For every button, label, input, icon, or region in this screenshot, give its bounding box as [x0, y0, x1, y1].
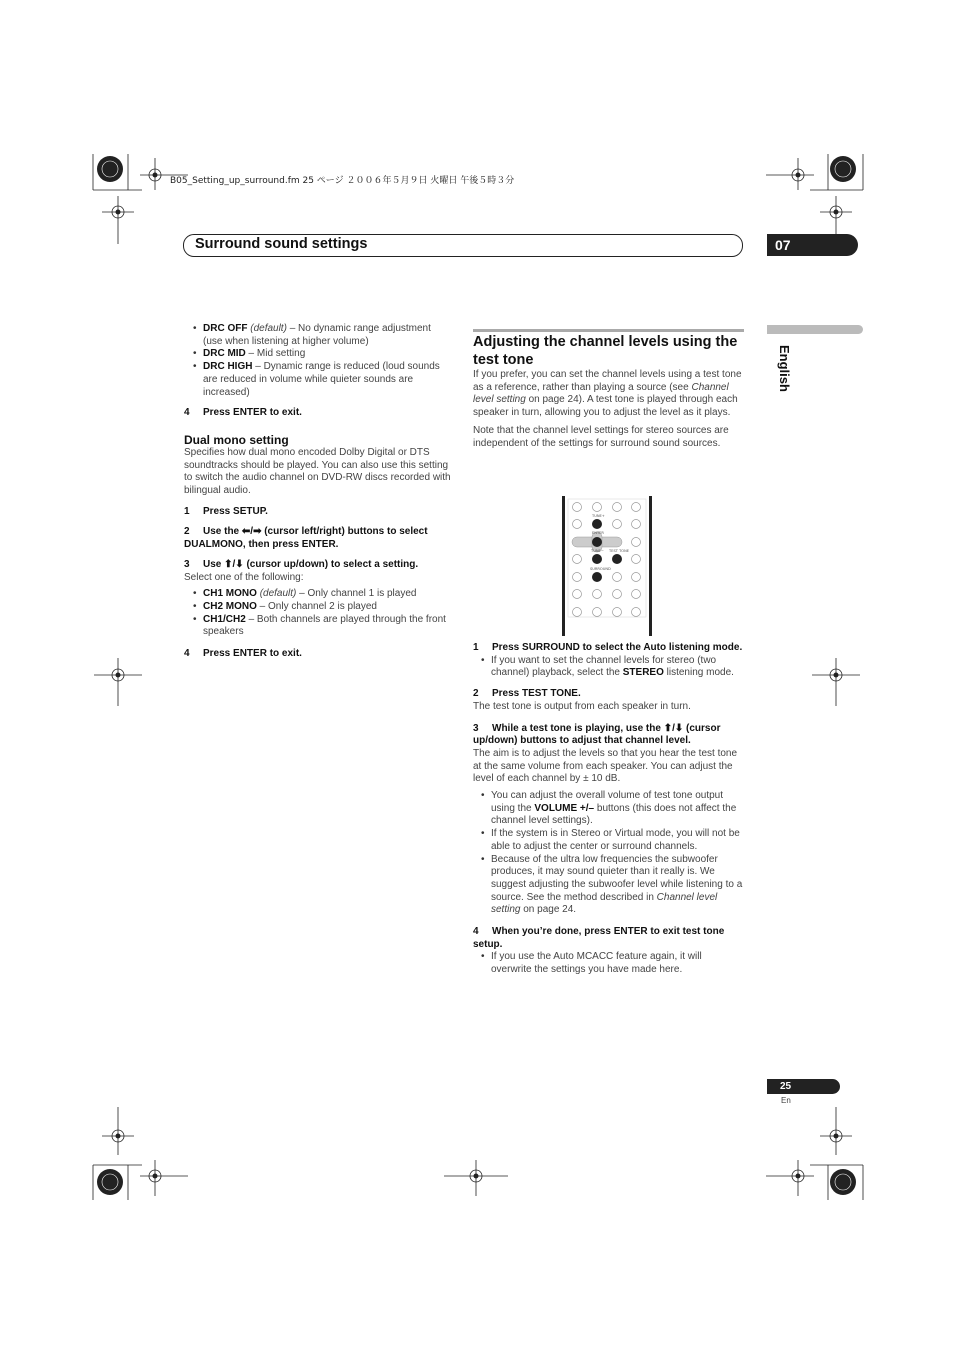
drc-option-note: (default) — [250, 323, 287, 334]
section-intro-2: Note that the channel level settings for stereo sources are independent of the settings for surround sound sources. — [473, 424, 729, 449]
step-select-setting: 3 Use ⬆/⬇ (cursor up/down) to select a setting. — [184, 558, 419, 570]
drc-option-term: DRC OFF — [203, 323, 248, 334]
mono-option-desc: – Only channel 1 is played — [296, 588, 417, 600]
tune-plus-label: TUNE+ — [592, 514, 605, 518]
mono-option — [184, 601, 452, 614]
mono-option — [184, 588, 452, 601]
note-stereo-virtual: • If the system is in Stereo or Virtual mode, you will not be able to adjust the center or surround channels. — [473, 828, 744, 853]
drc-option-term: DRC MID — [203, 348, 246, 360]
mono-option-term: CH1 MONO — [203, 588, 257, 600]
mono-option-desc: – Both channels are played through the front speakers — [203, 613, 446, 638]
note-subwoofer: • Because of the ultra low frequencies the subwoofer produces, it may sound quieter than it really is. We suggest adjusting the subwoofer level while listening to a source. See the method described in Channel level setting on page 24. — [473, 854, 744, 918]
mono-option-desc: – Only channel 2 is played — [256, 600, 377, 612]
drc-option — [184, 348, 452, 361]
dual-mono-heading: Dual mono setting — [184, 432, 289, 447]
step-test-tone: 2 Press TEST TONE. — [473, 688, 581, 700]
mono-option-note: (default) — [259, 588, 297, 600]
step-exit-test: 4 When you’re done, press ENTER to exit test tone setup. — [473, 926, 725, 950]
up-down-arrows-icon: ⬆/⬇ — [224, 558, 244, 570]
remote-control-illustration — [560, 496, 654, 636]
page-number: 25 — [767, 1079, 840, 1094]
step-surround: 1 Press SURROUND to select the Auto listening mode. — [473, 642, 743, 653]
step-adjust-sub: The aim is to adjust the levels so that you hear the test tone at the same volume from each speaker. You can adjust the level of each channel by ± 10 dB. — [473, 747, 738, 785]
mono-option-term: CH1/CH2 — [203, 613, 246, 625]
step-exit-2: 4 Press ENTER to exit. — [184, 648, 302, 660]
mono-option-term: CH2 MONO — [203, 600, 257, 612]
drc-option-term: DRC HIGH — [203, 361, 253, 373]
dual-mono-intro: Specifies how dual mono encoded Dolby Digital or DTS soundtracks should be played. You can also use this setting to switch the audio channel on DVD-RW discs recorded with bilingual audio. — [184, 446, 451, 497]
drc-option — [184, 361, 452, 399]
surround-label: SURROUND — [590, 567, 611, 571]
up-down-arrows-icon: ⬆/⬇ — [663, 722, 684, 734]
right-column-steps — [473, 642, 744, 977]
step-test-tone-sub: The test tone is output from each speaker in turn. — [473, 700, 691, 712]
test-tone-label: TEST TONE — [609, 549, 630, 553]
step-surround-note: • If you want to set the channel levels for stereo (two channel) playback, select the STEREO listening mode. — [473, 655, 744, 680]
drc-option-desc: – Dynamic range is reduced (loud sounds are reduced in volume while quieter sounds are increased) — [203, 361, 440, 398]
drc-option-desc: – Mid setting — [245, 348, 306, 360]
file-info-line: B05_Setting_up_surround.fm 25 ページ ２００６年５月９日 火曜日 午後５時３分 — [170, 176, 515, 186]
drc-option — [184, 323, 452, 348]
step-setup: 1 Press SETUP. — [184, 505, 268, 517]
step-exit-1: 4 Press ENTER to exit. — [184, 407, 302, 419]
step-select-dualmono: 2 Use the ⬅/➡ (cursor left/right) buttons to select DUALMONO, then press ENTER. — [184, 526, 428, 551]
language-tab: English — [777, 345, 792, 392]
left-right-arrows-icon: ⬅/➡ — [241, 526, 262, 538]
mono-list — [184, 588, 452, 639]
language-tab-bar — [767, 325, 863, 334]
section-rule — [473, 329, 744, 332]
mono-option — [184, 614, 452, 639]
page-title: Surround sound settings — [195, 236, 368, 252]
chapter-number: 07 — [767, 234, 858, 256]
section-heading: Adjusting the channel levels using the test tone — [473, 334, 738, 368]
section-intro-1: If you prefer, you can set the channel levels using a test tone as a reference, rather than playing a source (see Channel level setting on page 24). A test tone is played through each speaker in turn, allowing you to adjust the level as it plays. — [473, 369, 742, 419]
note-mcacc: • If you use the Auto MCACC feature again, it will overwrite the settings you have made here. — [473, 951, 744, 976]
step-select-sub: Select one of the following: — [184, 571, 304, 583]
note-volume: • You can adjust the overall volume of test tone output using the VOLUME +/– buttons (this does not affect the channel level settings). — [473, 790, 744, 828]
page-language: En — [781, 1096, 791, 1105]
enter-label: ENTER — [592, 531, 604, 535]
tune-minus-label: TUNE− — [591, 549, 604, 553]
right-column-top — [473, 333, 744, 450]
step-adjust-level: 3 While a test tone is playing, use the ⬆/⬇ (cursor up/down) buttons to adjust that channel level. — [473, 722, 721, 747]
drc-list — [184, 323, 452, 399]
left-column — [184, 323, 452, 661]
drc-option-desc: – No dynamic range adjustment (use when listening at higher volume) — [203, 323, 431, 347]
